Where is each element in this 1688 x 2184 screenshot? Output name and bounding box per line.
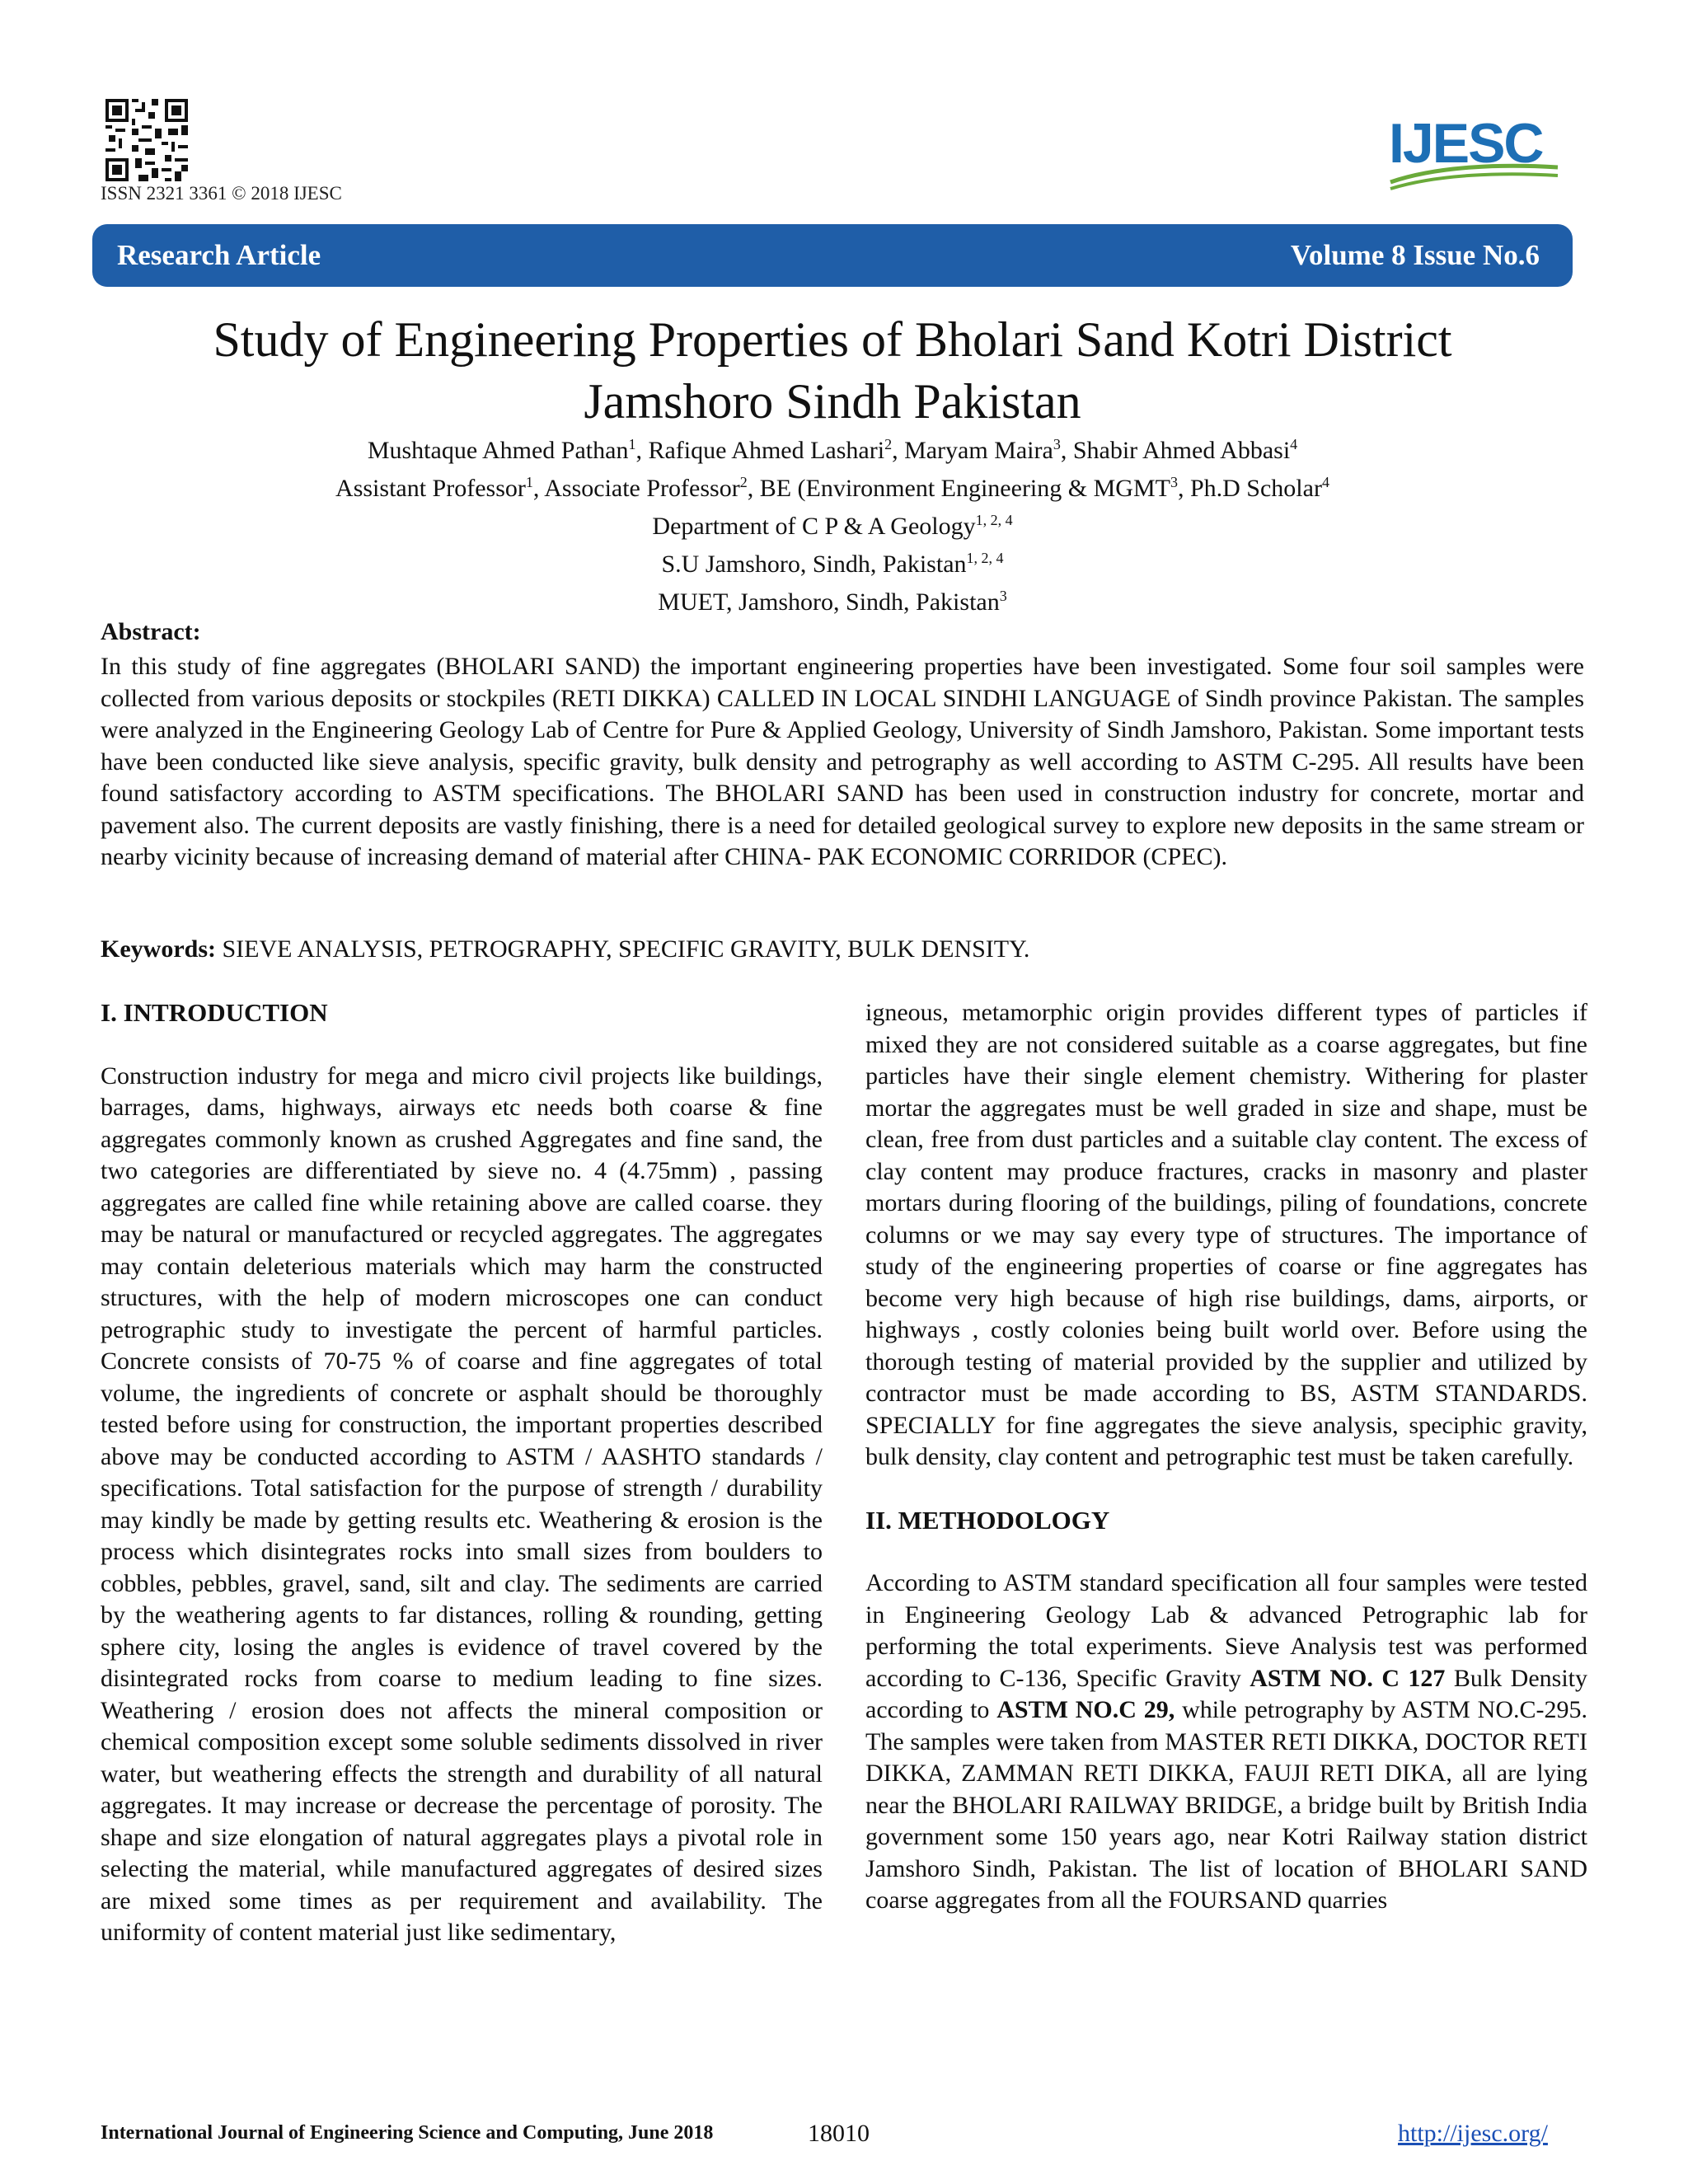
issn-copyright: ISSN 2321 3361 © 2018 IJESC [101, 183, 342, 204]
title-line-2: Jamshoro Sindh Pakistan [584, 374, 1081, 429]
article-banner [92, 224, 1573, 287]
keywords-label: Keywords: [101, 935, 216, 963]
author-roles: Assistant Professor$^1$, Associate Professor$^2$, BE (Environment Engineering & MGMT$^3$, Ph.D Scholar$^4$ [335, 474, 1329, 502]
abstract-text: In this study of fine aggregates (BHOLARI SAND) the important engineering properties have been investigated. Some four soil samples were collected from various deposits or stockpiles (RETI DIKKA) CALLED IN LOCAL SINDHI LANGUAGE of Sindh province Pakistan. The samples were analyzed in the Engineering Geology Lab of Centre for Pure & Applied Geology, University of Sindh Jamshoro, Pakistan. Some important tests have been conducted like sieve analysis, specific gravity, bulk density and petrography as well according to ASTM C-295. All results have been found satisfactory according to ASTM specifications. The BHOLARI SAND has been used in construction industry for concrete, mortar and pavement also. The current deposits are vastly finishing, there is a need for detailed geological survey to explore new deposits in the same stream or nearby vicinity because of increasing demand of material after CHINA- PAK ECONOMIC CORRIDOR (CPEC). [101, 653, 1584, 870]
ijesc-logo [1389, 112, 1562, 194]
author-block [92, 429, 1573, 618]
paper-title [92, 309, 1573, 433]
keywords [101, 935, 1029, 963]
right-column [865, 997, 1587, 1917]
methodology-text: According to ASTM standard specification all four samples were tested in Engineering Geology Lab & advanced Petrographic lab for performing the total experiments. Sieve Analysis test was performed according to C-136, Specific Gravity ASTM NO. C 127 Bulk Density according to ASTM NO.C 29, while petrography by ASTM NO.C-295. The samples were taken from MASTER RETI DIKKA, DOCTOR RETI DIKKA, ZAMMAN RETI DIKKA, FAUJI RETI DIKA, all are lying near the BHOLARI RAILWAY BRIDGE, a bridge built by British India government some 150 years ago, near Kotri Railway station district Jamshoro Sindh, Pakistan. The list of location of BHOLARI SAND coarse aggregates from all the FOURSAND quarries [865, 1569, 1588, 1914]
logo-swoosh-icon [1389, 161, 1562, 194]
author-list: Mushtaque Ahmed Pathan$^1$, Rafique Ahmed Lashari$^2$, Maryam Maira$^3$, Shabir Ahmed Abbasi$^4$ [367, 436, 1298, 464]
university: S.U Jamshoro, Sindh, Pakistan$^{1, 2, 4}$ [661, 550, 1004, 578]
footer-journal: International Journal of Engineering Science and Computing, June 2018 [101, 2122, 714, 2144]
intro-text: Construction industry for mega and micro civil projects like buildings, barrages, dams, highways, airways etc needs both coarse & fine aggregates commonly known as crushed Aggregates and fine sand, the two categories are differentiated by sieve no. 4 (4.75mm) , passing aggregates are called fine while retaining above are called coarse. they may be natural or manufactured or recycled aggregates. The aggregates may contain deleterious materials which may harm the constructed structures, with the help of modern microscopes one can conduct petrographic study to investigate the percent of harmful particles. Concrete consists of 70-75 % of coarse and fine aggregates of total volume, the ingredients of concrete or asphalt should be thoroughly tested before using for construction, the important properties described above may be conducted according to ASTM / AASHTO standards / specifications. Total satisfaction for the purpose of strength / durability may kindly be made by getting results etc. Weathering & erosion is the process which disintegrates rocks into small sizes from boulders to cobbles, pebbles, gravel, sand, silt and clay. The sediments are carried by the weathering agents to far distances, rolling & rounding, getting sphere city, losing the angles is evidence of travel covered by the disintegrated rocks from coarse to medium leading to fine sizes. Weathering / erosion does not affects the mineral composition or chemical composition except some soluble sediments dissolved in river water, but weathering effects the strength and durability of all natural aggregates. It may increase or decrease the percentage of porosity. The shape and size elongation of natural aggregates plays a pivotal role in selecting the material, while manufactured aggregates of desired sizes are mixed some times as per requirement and availability. The uniformity of content material just like sedimentary, [101, 1062, 823, 1946]
left-column [101, 997, 823, 1949]
article-type: Research Article [117, 239, 321, 271]
title-line-1: Study of Engineering Properties of Bholari Sand Kotri District [213, 312, 1452, 367]
muet: MUET, Jamshoro, Sindh, Pakistan$^3$ [658, 588, 1007, 616]
qr-code [106, 99, 188, 181]
intro-heading: I. INTRODUCTION [101, 998, 328, 1027]
intro-continued: igneous, metamorphic origin provides different types of particles if mixed they are not considered suitable as a coarse aggregates, but fine particles have their single element chemistry. Withering for plaster mortar the aggregates must be well graded in size and shape, must be clean, free from dust particles and a suitable clay content. The excess of clay content may produce fractures, cracks in masonry and plaster mortars during flooring of the buildings, piling of foundations, concrete columns or we may say every type of structures. The importance of study of the engineering properties of coarse or fine aggregates has become very high because of high rise buildings, dams, airports, or highways , costly colonies being built world over. Before using the thorough testing of material provided by the supplier and utilized by contractor must be made according to BS, ASTM STANDARDS. SPECIALLY for fine aggregates the sieve analysis, speciphic gravity, bulk density, clay content and petrographic test must be taken carefully. [865, 999, 1587, 1470]
page-number: 18010 [808, 2120, 870, 2147]
logo-text: IJESC [1389, 112, 1543, 175]
volume-issue: Volume 8 Issue No.6 [1290, 239, 1540, 271]
abstract-heading: Abstract: [101, 618, 201, 645]
keywords-text: SIEVE ANALYSIS, PETROGRAPHY, SPECIFIC GRAVITY, BULK DENSITY. [215, 935, 1030, 963]
methodology-heading: II. METHODOLOGY [865, 1505, 1110, 1535]
department: Department of C P & A Geology$^{1, 2, 4}$ [652, 512, 1013, 540]
journal-link[interactable]: http://ijesc.org/ [1398, 2120, 1548, 2147]
